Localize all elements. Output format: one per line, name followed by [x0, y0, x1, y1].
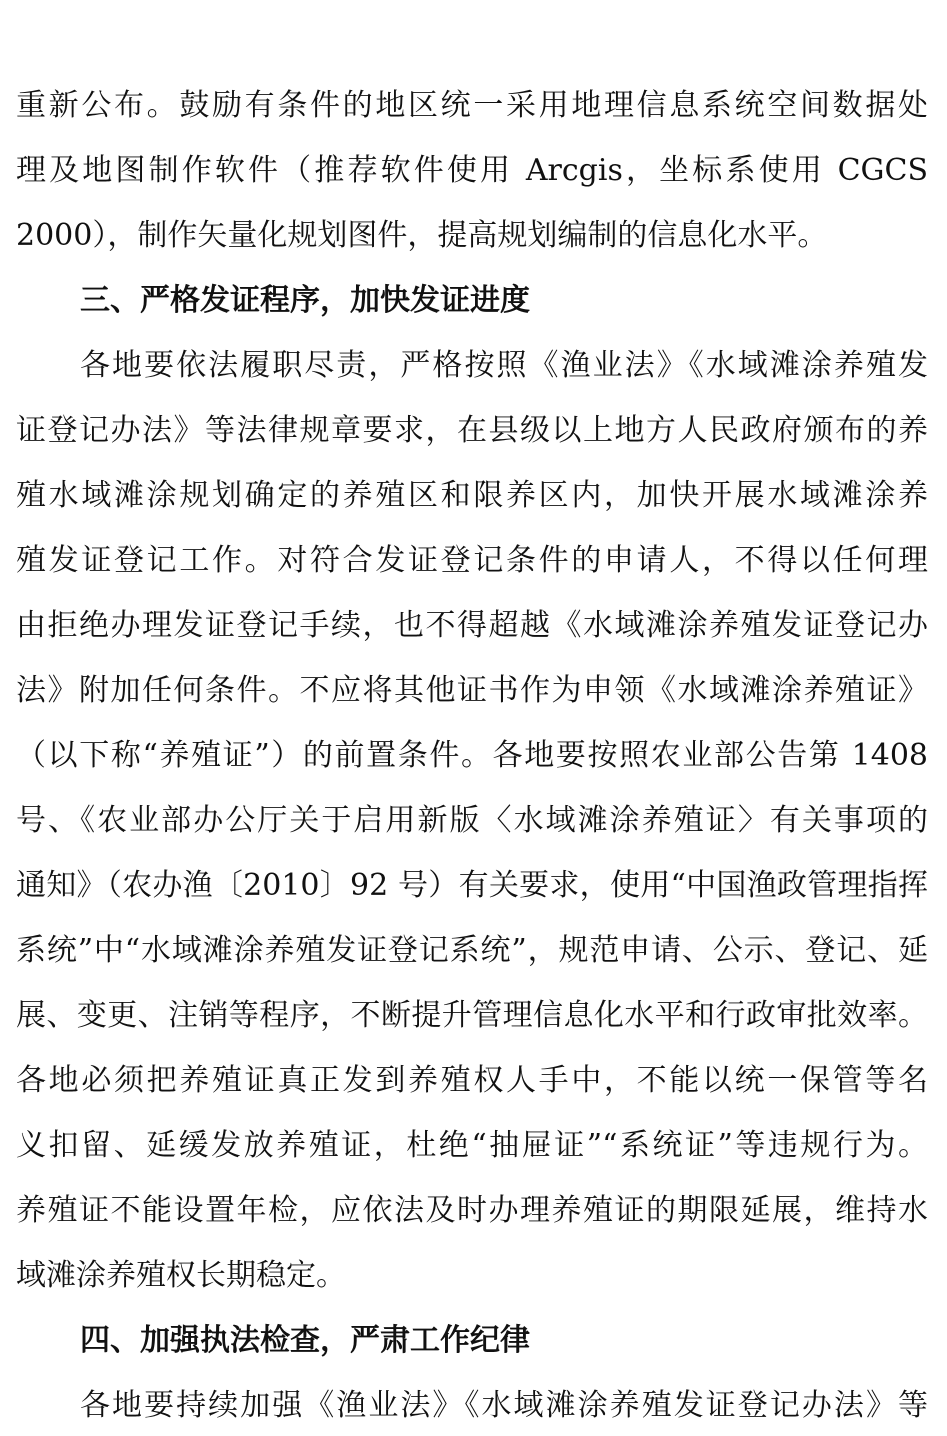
- paragraph-line: （以下称“养殖证”）的前置条件。各地要按照农业部公告第 1408: [16, 738, 928, 773]
- paragraph-line: 法》附加任何条件。不应将其他证书作为申领《水域滩涂养殖证》: [16, 673, 928, 708]
- paragraph-line: 由拒绝办理发证登记手续，也不得超越《水域滩涂养殖发证登记办: [16, 608, 928, 643]
- paragraph-line: 系统”中“水域滩涂养殖发证登记系统”，规范申请、公示、登记、延: [16, 933, 928, 968]
- paragraph-line: 展、变更、注销等程序，不断提升管理信息化水平和行政审批效率。: [16, 998, 928, 1033]
- paragraph-line: 义扣留、延缓发放养殖证，杜绝“抽屉证”“系统证”等违规行为。: [16, 1128, 928, 1163]
- paragraph-line: 理及地图制作软件（推荐软件使用 Arcgis，坐标系使用 CGCS: [16, 153, 928, 188]
- paragraph-line: 证登记办法》等法律规章要求，在县级以上地方人民政府颁布的养: [16, 413, 928, 448]
- paragraph-line: 各地要依法履职尽责，严格按照《渔业法》《水域滩涂养殖发: [80, 348, 928, 383]
- paragraph-line: 号、《农业部办公厅关于启用新版〈水域滩涂养殖证〉有关事项的: [16, 803, 928, 838]
- paragraph-line: 殖水域滩涂规划确定的养殖区和限养区内，加快开展水域滩涂养: [16, 478, 928, 513]
- paragraph-line: 养殖证不能设置年检，应依法及时办理养殖证的期限延展，维持水: [16, 1193, 928, 1228]
- paragraph-line: 2000），制作矢量化规划图件，提高规划编制的信息化水平。: [16, 218, 828, 253]
- paragraph-line: 重新公布。鼓励有条件的地区统一采用地理信息系统空间数据处: [16, 88, 928, 123]
- paragraph-line: 各地要持续加强《渔业法》《水域滩涂养殖发证登记办法》等: [80, 1388, 928, 1423]
- paragraph-line: 域滩涂养殖权长期稳定。: [16, 1258, 346, 1293]
- paragraph-line: 通知》（农办渔〔2010〕92 号）有关要求，使用“中国渔政管理指挥: [16, 868, 928, 903]
- paragraph-line: 殖发证登记工作。对符合发证登记条件的申请人，不得以任何理: [16, 543, 928, 578]
- paragraph-line: 各地必须把养殖证真正发到养殖权人手中，不能以统一保管等名: [16, 1063, 928, 1098]
- section-heading: 三、严格发证程序，加快发证进度: [80, 283, 530, 318]
- section-heading: 四、加强执法检查，严肃工作纪律: [80, 1323, 530, 1358]
